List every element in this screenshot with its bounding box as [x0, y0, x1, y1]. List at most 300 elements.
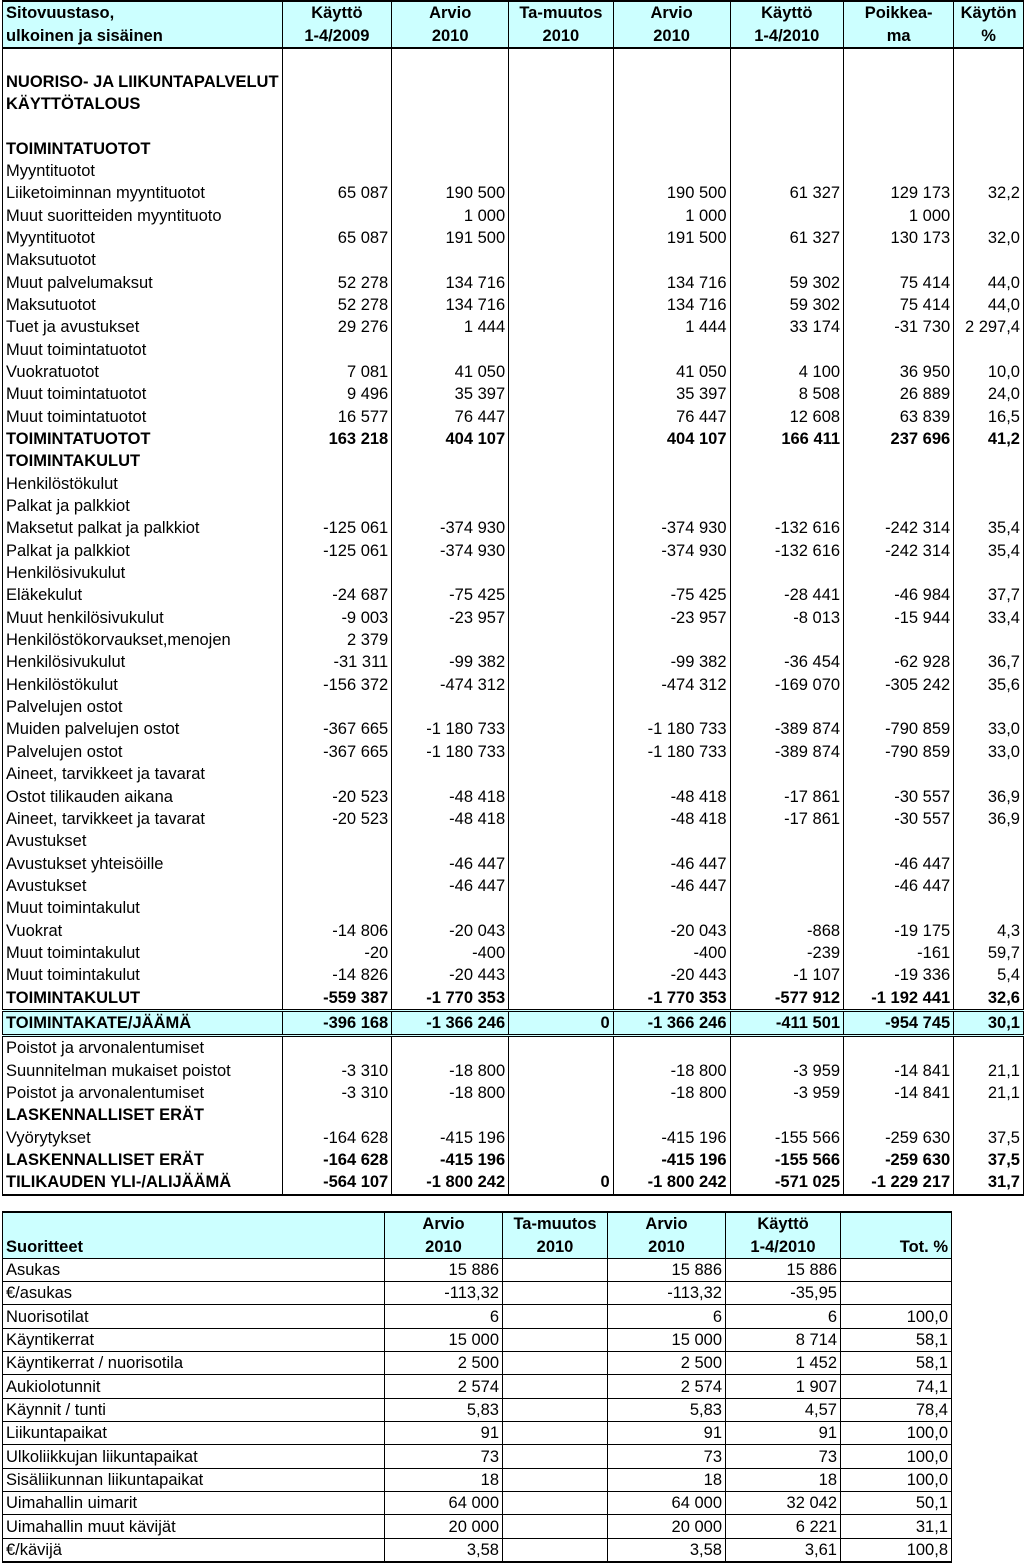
- table-cell: [613, 48, 730, 71]
- table-cell: [730, 93, 844, 115]
- table-cell: [954, 1036, 1024, 1060]
- table-cell: -48 418: [392, 785, 509, 807]
- row-label: Muiden palvelujen ostot: [3, 718, 283, 740]
- column-header: 2010: [385, 1235, 503, 1258]
- table-cell: [503, 1258, 608, 1281]
- row-label: €/asukas: [3, 1282, 385, 1305]
- table-row: [3, 316, 1024, 338]
- table-row: [3, 607, 1024, 629]
- table-cell: [392, 629, 509, 651]
- table-row: [3, 361, 1024, 383]
- table-cell: 35 397: [392, 383, 509, 405]
- table-cell: -577 912: [730, 986, 844, 1010]
- table-row: [3, 919, 1024, 941]
- table-cell: [282, 338, 392, 360]
- table-cell: [613, 160, 730, 182]
- table-cell: [503, 1515, 608, 1538]
- table-cell: -48 418: [613, 808, 730, 830]
- row-label: LASKENNALLISET ERÄT: [3, 1149, 283, 1171]
- row-label: Tuet ja avustukset: [3, 316, 283, 338]
- table-cell: [613, 562, 730, 584]
- table-cell: 59 302: [730, 294, 844, 316]
- table-row: [3, 629, 1024, 651]
- table-cell: [282, 1036, 392, 1060]
- column-header: Tot. %: [841, 1235, 952, 1258]
- table-row: [3, 1059, 1024, 1081]
- table-cell: 2 379: [282, 629, 392, 651]
- table-cell: 44,0: [954, 271, 1024, 293]
- table-cell: 15 886: [726, 1258, 841, 1281]
- table-cell: 2 500: [608, 1352, 726, 1375]
- table-cell: [509, 540, 613, 562]
- table-cell: -75 425: [392, 584, 509, 606]
- table-cell: -3 310: [282, 1082, 392, 1104]
- table-row: [3, 1398, 952, 1421]
- table-cell: -28 441: [730, 584, 844, 606]
- table-cell: 18: [385, 1468, 503, 1491]
- table-cell: [282, 137, 392, 159]
- table-cell: 33,0: [954, 718, 1024, 740]
- column-header: %: [954, 24, 1024, 47]
- table-row: [3, 517, 1024, 539]
- table-cell: 16 577: [282, 406, 392, 428]
- table-cell: [509, 1149, 613, 1171]
- header-row: [3, 24, 1024, 47]
- table-cell: [509, 71, 613, 93]
- table-cell: [730, 450, 844, 472]
- table-cell: -8 013: [730, 607, 844, 629]
- column-header: 2010: [392, 24, 509, 47]
- table-cell: [282, 450, 392, 472]
- table-cell: -396 168: [282, 1010, 392, 1035]
- table-cell: 73: [608, 1445, 726, 1468]
- row-label: Asukas: [3, 1258, 385, 1281]
- table-cell: [613, 450, 730, 472]
- table-cell: [392, 897, 509, 919]
- row-label: LASKENNALLISET ERÄT: [3, 1104, 283, 1126]
- table-cell: [613, 137, 730, 159]
- table-cell: [954, 1104, 1024, 1126]
- row-label: Ulkoliikkujan liikuntapaikat: [3, 1445, 385, 1468]
- table-cell: [282, 852, 392, 874]
- column-header: Arvio: [385, 1212, 503, 1235]
- column-header: Käyttö: [726, 1212, 841, 1235]
- table-cell: [509, 137, 613, 159]
- table-cell: 35 397: [613, 383, 730, 405]
- row-label: NUORISO- JA LIIKUNTAPALVELUT: [3, 71, 283, 93]
- table-cell: [392, 137, 509, 159]
- table-row: [3, 1036, 1024, 1060]
- table-cell: 31,7: [954, 1171, 1024, 1194]
- table-cell: [392, 71, 509, 93]
- table-cell: 61 327: [730, 182, 844, 204]
- row-label: Henkilösivukulut: [3, 651, 283, 673]
- table-cell: 130 173: [844, 227, 954, 249]
- table-cell: -62 928: [844, 651, 954, 673]
- header-row: [3, 1, 1024, 24]
- row-label: Aineet, tarvikkeet ja tavarat: [3, 808, 283, 830]
- table-cell: -20 443: [613, 964, 730, 986]
- table-cell: [613, 696, 730, 718]
- table-cell: [282, 204, 392, 226]
- table-cell: [730, 852, 844, 874]
- table-cell: 100,0: [841, 1468, 952, 1491]
- table-cell: 33 174: [730, 316, 844, 338]
- column-header: 2010: [608, 1235, 726, 1258]
- table-cell: 91: [608, 1422, 726, 1445]
- table-row: [3, 93, 1024, 115]
- table-cell: -14 841: [844, 1082, 954, 1104]
- table-row: [3, 540, 1024, 562]
- table-cell: -155 566: [730, 1127, 844, 1149]
- table-row: [3, 473, 1024, 495]
- table-cell: [730, 897, 844, 919]
- table-row: [3, 964, 1024, 986]
- table-cell: -239: [730, 942, 844, 964]
- table-cell: [282, 897, 392, 919]
- table-cell: [954, 48, 1024, 71]
- table-cell: [282, 763, 392, 785]
- table-cell: -46 447: [392, 875, 509, 897]
- table-cell: [509, 93, 613, 115]
- table-cell: 21,1: [954, 1059, 1024, 1081]
- row-label: Muut toimintatuotot: [3, 406, 283, 428]
- table-cell: 4,3: [954, 919, 1024, 941]
- table-cell: [509, 249, 613, 271]
- table-row: [3, 1282, 952, 1305]
- row-label: Liiketoiminnan myyntituotot: [3, 182, 283, 204]
- table-cell: [509, 674, 613, 696]
- table-cell: -305 242: [844, 674, 954, 696]
- table-cell: 61 327: [730, 227, 844, 249]
- table-cell: 129 173: [844, 182, 954, 204]
- performance-table-header: [3, 1212, 952, 1258]
- row-label: [3, 115, 283, 137]
- table-cell: -31 730: [844, 316, 954, 338]
- table-cell: [730, 115, 844, 137]
- table-cell: -19 336: [844, 964, 954, 986]
- table-row: [3, 852, 1024, 874]
- table-cell: 76 447: [613, 406, 730, 428]
- table-cell: [844, 897, 954, 919]
- table-cell: -20 043: [613, 919, 730, 941]
- table-cell: -156 372: [282, 674, 392, 696]
- table-cell: -46 984: [844, 584, 954, 606]
- row-label: Muut suoritteiden myyntituoto: [3, 204, 283, 226]
- table-cell: 35,4: [954, 540, 1024, 562]
- column-header: 2010: [503, 1235, 608, 1258]
- table-cell: [392, 1036, 509, 1060]
- table-cell: [503, 1538, 608, 1562]
- table-cell: 37,5: [954, 1127, 1024, 1149]
- row-label: Vuokratuotot: [3, 361, 283, 383]
- table-cell: -790 859: [844, 741, 954, 763]
- table-cell: [509, 1059, 613, 1081]
- table-cell: 4,57: [726, 1398, 841, 1421]
- table-row: [3, 249, 1024, 271]
- table-cell: 191 500: [613, 227, 730, 249]
- table-cell: [392, 93, 509, 115]
- table-cell: -14 841: [844, 1059, 954, 1081]
- table-cell: -18 800: [392, 1082, 509, 1104]
- table-cell: -564 107: [282, 1171, 392, 1194]
- table-cell: 6: [608, 1305, 726, 1328]
- table-cell: -23 957: [613, 607, 730, 629]
- table-cell: -164 628: [282, 1149, 392, 1171]
- table-cell: -415 196: [392, 1149, 509, 1171]
- table-cell: 52 278: [282, 294, 392, 316]
- table-row: [3, 875, 1024, 897]
- operating-margin-row: [3, 1010, 1024, 1035]
- table-cell: [954, 450, 1024, 472]
- table-cell: [613, 93, 730, 115]
- table-cell: [844, 93, 954, 115]
- column-header: 1-4/2010: [730, 24, 844, 47]
- table-cell: [954, 696, 1024, 718]
- table-cell: [509, 406, 613, 428]
- table-cell: [730, 473, 844, 495]
- table-cell: -132 616: [730, 540, 844, 562]
- table-row: [3, 1305, 952, 1328]
- table-cell: -169 070: [730, 674, 844, 696]
- row-label: Muut toimintakulut: [3, 964, 283, 986]
- table-cell: 35,4: [954, 517, 1024, 539]
- table-cell: -954 745: [844, 1010, 954, 1035]
- table-cell: [503, 1352, 608, 1375]
- row-label: Muut palvelumaksut: [3, 271, 283, 293]
- table-cell: [509, 942, 613, 964]
- row-label: Henkilöstökorvaukset,menojen: [3, 629, 283, 651]
- row-label: Palvelujen ostot: [3, 696, 283, 718]
- table-cell: 36,9: [954, 785, 1024, 807]
- table-cell: [509, 450, 613, 472]
- table-cell: 16,5: [954, 406, 1024, 428]
- table-cell: -125 061: [282, 540, 392, 562]
- table-cell: [509, 964, 613, 986]
- row-label: Maksetut palkat ja palkkiot: [3, 517, 283, 539]
- table-cell: 8 508: [730, 383, 844, 405]
- row-label-header: ulkoinen ja sisäinen: [3, 24, 283, 47]
- table-cell: -20 523: [282, 785, 392, 807]
- table-cell: 37,5: [954, 1149, 1024, 1171]
- table-row: [3, 383, 1024, 405]
- table-cell: 78,4: [841, 1398, 952, 1421]
- table-cell: [613, 830, 730, 852]
- table-cell: 190 500: [613, 182, 730, 204]
- table-cell: [282, 115, 392, 137]
- table-cell: [844, 249, 954, 271]
- table-cell: [844, 696, 954, 718]
- table-row: [3, 830, 1024, 852]
- table-cell: 1 444: [392, 316, 509, 338]
- row-label: Poistot ja arvonalentumiset: [3, 1082, 283, 1104]
- table-cell: -1 192 441: [844, 986, 954, 1010]
- table-row: [3, 1127, 1024, 1149]
- table-cell: [844, 1104, 954, 1126]
- table-cell: [392, 495, 509, 517]
- table-cell: 3,58: [385, 1538, 503, 1562]
- table-cell: [844, 71, 954, 93]
- table-cell: [509, 607, 613, 629]
- header-row: [3, 1212, 952, 1235]
- table-cell: -46 447: [613, 852, 730, 874]
- table-cell: [392, 830, 509, 852]
- table-cell: -20: [282, 942, 392, 964]
- table-cell: -24 687: [282, 584, 392, 606]
- table-cell: [954, 763, 1024, 785]
- table-row: [3, 674, 1024, 696]
- table-cell: [392, 1104, 509, 1126]
- row-label: Palvelujen ostot: [3, 741, 283, 763]
- table-cell: -474 312: [392, 674, 509, 696]
- table-cell: -400: [613, 942, 730, 964]
- table-cell: [509, 897, 613, 919]
- table-cell: [282, 1104, 392, 1126]
- table-cell: -20 043: [392, 919, 509, 941]
- table-cell: 15 886: [385, 1258, 503, 1281]
- table-cell: -415 196: [613, 1149, 730, 1171]
- table-cell: 63 839: [844, 406, 954, 428]
- row-label: Muut toimintatuotot: [3, 338, 283, 360]
- column-header: Ta-muutos: [503, 1212, 608, 1235]
- table-row: [3, 406, 1024, 428]
- table-cell: [282, 71, 392, 93]
- table-cell: 5,4: [954, 964, 1024, 986]
- table-cell: [509, 361, 613, 383]
- table-cell: -411 501: [730, 1010, 844, 1035]
- table-cell: -415 196: [392, 1127, 509, 1149]
- table-cell: [392, 48, 509, 71]
- table-cell: -259 630: [844, 1149, 954, 1171]
- table-cell: [392, 763, 509, 785]
- table-cell: [282, 249, 392, 271]
- row-label: Henkilösivukulut: [3, 562, 283, 584]
- row-label: Uimahallin muut kävijät: [3, 1515, 385, 1538]
- table-cell: [509, 741, 613, 763]
- table-row: [3, 271, 1024, 293]
- table-row: [3, 1352, 952, 1375]
- table-cell: [509, 338, 613, 360]
- table-cell: [844, 763, 954, 785]
- table-row: [3, 986, 1024, 1010]
- table-cell: -571 025: [730, 1171, 844, 1194]
- table-cell: 8 714: [726, 1328, 841, 1351]
- table-cell: 190 500: [392, 182, 509, 204]
- table-cell: [730, 875, 844, 897]
- table-cell: 50,1: [841, 1492, 952, 1515]
- table-cell: [509, 1082, 613, 1104]
- row-label-header: [3, 1212, 385, 1235]
- table-cell: -1 770 353: [613, 986, 730, 1010]
- table-cell: -1 180 733: [613, 718, 730, 740]
- table-cell: -19 175: [844, 919, 954, 941]
- table-cell: -1 180 733: [613, 741, 730, 763]
- table-cell: [392, 338, 509, 360]
- table-cell: [954, 71, 1024, 93]
- table-cell: [509, 428, 613, 450]
- table-cell: 74,1: [841, 1375, 952, 1398]
- table-cell: [509, 227, 613, 249]
- table-cell: 7 081: [282, 361, 392, 383]
- row-label: Liikuntapaikat: [3, 1422, 385, 1445]
- row-label: Ostot tilikauden aikana: [3, 785, 283, 807]
- table-row: [3, 204, 1024, 226]
- column-header: Käytön: [954, 1, 1024, 24]
- table-row: [3, 1538, 952, 1562]
- table-cell: [844, 160, 954, 182]
- table-cell: -1 229 217: [844, 1171, 954, 1194]
- table-cell: [613, 115, 730, 137]
- table-cell: -14 806: [282, 919, 392, 941]
- table-cell: 36 950: [844, 361, 954, 383]
- table-row: [3, 1149, 1024, 1171]
- table-row: [3, 1104, 1024, 1126]
- column-header: 2010: [613, 24, 730, 47]
- table-row: [3, 763, 1024, 785]
- table-cell: [613, 495, 730, 517]
- table-cell: -389 874: [730, 741, 844, 763]
- table-cell: [613, 763, 730, 785]
- table-cell: 6: [385, 1305, 503, 1328]
- row-label: Vuokrat: [3, 919, 283, 941]
- table-cell: [282, 160, 392, 182]
- table-row: [3, 495, 1024, 517]
- table-cell: 29 276: [282, 316, 392, 338]
- table-cell: [509, 986, 613, 1010]
- row-label: TOIMINTAKULUT: [3, 450, 283, 472]
- table-cell: [282, 48, 392, 71]
- table-cell: [954, 249, 1024, 271]
- table-cell: [730, 1036, 844, 1060]
- table-cell: 0: [509, 1171, 613, 1194]
- table-cell: 18: [608, 1468, 726, 1491]
- table-cell: [844, 450, 954, 472]
- table-cell: 20 000: [608, 1515, 726, 1538]
- row-label: Vyörytykset: [3, 1127, 283, 1149]
- table-cell: [282, 93, 392, 115]
- table-cell: [509, 562, 613, 584]
- table-cell: [954, 204, 1024, 226]
- table-cell: [613, 249, 730, 271]
- row-label: Henkilöstökulut: [3, 674, 283, 696]
- table-cell: 4 100: [730, 361, 844, 383]
- table-cell: 9 496: [282, 383, 392, 405]
- table-cell: [509, 875, 613, 897]
- table-row: [3, 562, 1024, 584]
- table-cell: 163 218: [282, 428, 392, 450]
- table-cell: 404 107: [392, 428, 509, 450]
- table-row: [3, 450, 1024, 472]
- table-row: [3, 651, 1024, 673]
- table-cell: 1 000: [392, 204, 509, 226]
- table-cell: -374 930: [392, 517, 509, 539]
- table-cell: -1 180 733: [392, 718, 509, 740]
- table-cell: 134 716: [613, 271, 730, 293]
- table-cell: [730, 562, 844, 584]
- table-cell: [954, 160, 1024, 182]
- row-label: Maksutuotot: [3, 249, 283, 271]
- table-cell: -389 874: [730, 718, 844, 740]
- table-cell: [509, 182, 613, 204]
- table-cell: 41,2: [954, 428, 1024, 450]
- table-cell: -367 665: [282, 718, 392, 740]
- table-cell: 32,6: [954, 986, 1024, 1010]
- table-row: [3, 428, 1024, 450]
- table-cell: 404 107: [613, 428, 730, 450]
- table-cell: 64 000: [385, 1492, 503, 1515]
- table-cell: [954, 115, 1024, 137]
- table-row: [3, 897, 1024, 919]
